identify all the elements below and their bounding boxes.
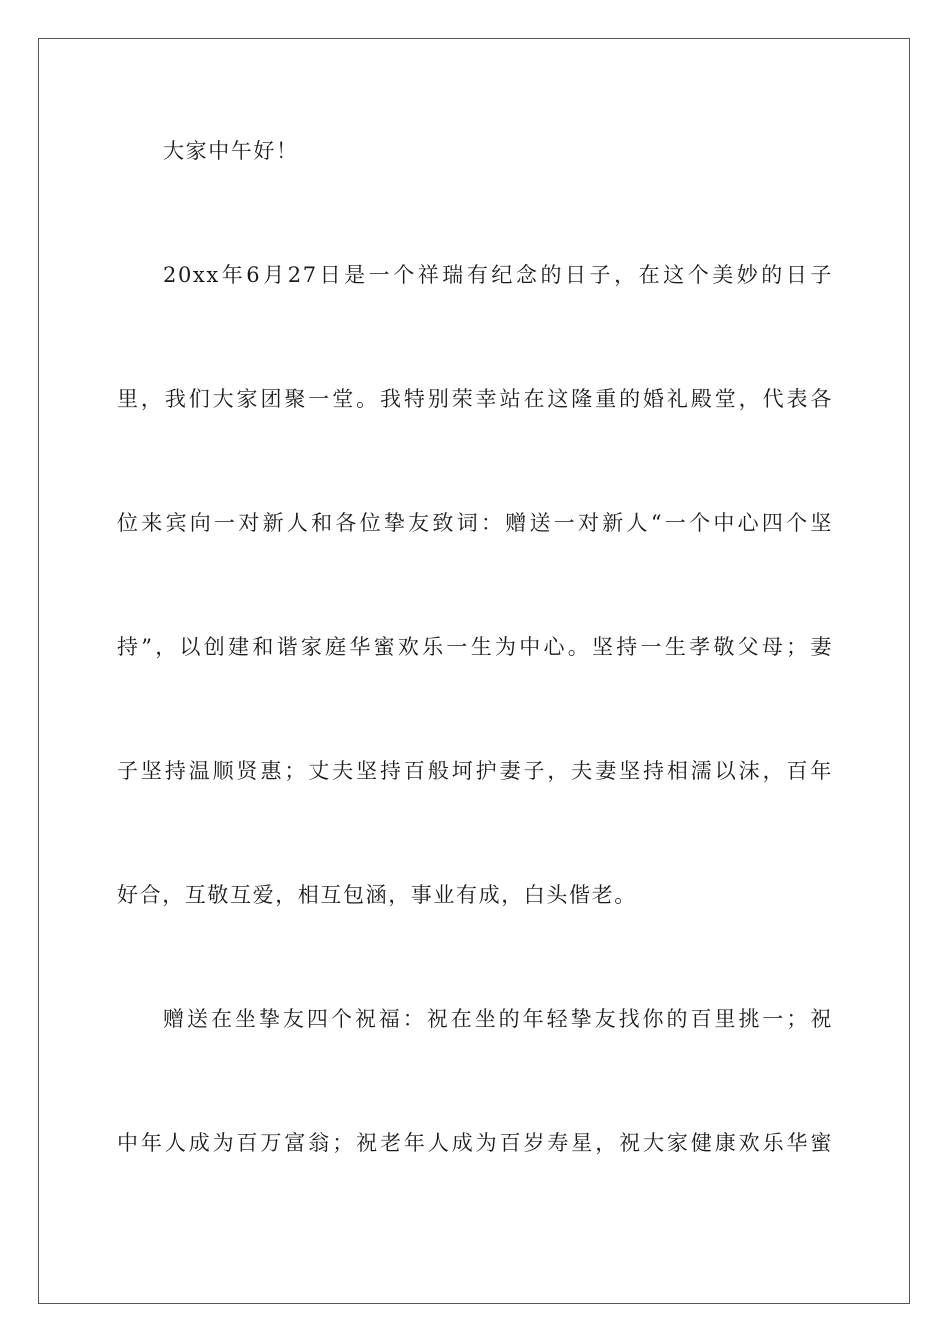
paragraph-2-line-1: 赠送在坐挚友四个祝福：祝在坐的年轻挚友找你的百里挑一；祝 <box>163 1007 833 1031</box>
greeting-line: 大家中午好！ <box>163 139 299 163</box>
paragraph-1-line-6: 好合，互敬互爱，相互包涵，事业有成，白头偕老。 <box>117 883 637 907</box>
paragraph-1-line-3: 位来宾向一对新人和各位挚友致词：赠送一对新人“一个中心四个坚 <box>117 511 833 535</box>
page-frame <box>38 38 910 1304</box>
paragraph-1-line-5: 子坚持温顺贤惠；丈夫坚持百般坷护妻子，夫妻坚持相濡以沫，百年 <box>117 759 833 783</box>
paragraph-1-line-1: 20xx年6月27日是一个祥瑞有纪念的日子，在这个美妙的日子 <box>163 263 833 287</box>
paragraph-2-line-2: 中年人成为百万富翁；祝老年人成为百岁寿星，祝大家健康欢乐华蜜 <box>117 1131 833 1155</box>
paragraph-1-line-4: 持”，以创建和谐家庭华蜜欢乐一生为中心。坚持一生孝敬父母；妻 <box>117 635 833 659</box>
paragraph-1-line-2: 里，我们大家团聚一堂。我特别荣幸站在这隆重的婚礼殿堂，代表各 <box>117 387 833 411</box>
